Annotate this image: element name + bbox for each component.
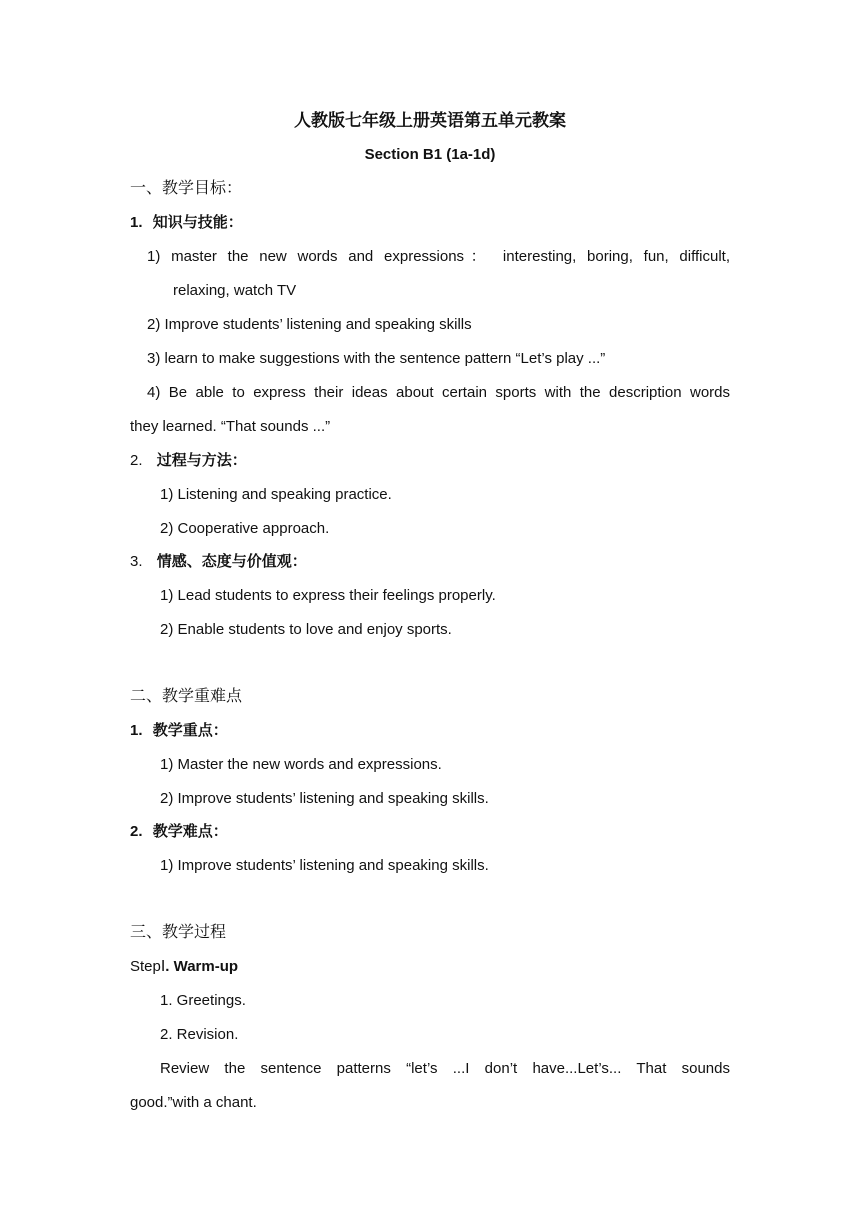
warm-up-paragraph-line-2: good.”with a chant. [130, 1094, 257, 1111]
subheading-label: 情感、态度与价值观： [156, 553, 307, 570]
subheading-difficult-points [130, 822, 228, 842]
warm-up-item-1: 1. Greetings. [160, 992, 246, 1009]
objective-item-3: 3) learn to make suggestions with the sentence pattern “Let’s play ...” [147, 350, 606, 367]
objective-item-4-line-2: they learned. “That sounds ...” [130, 418, 331, 435]
objective-item-1-line-1: 1) master the new words and expressions： interesting, boring, fun, difficult, [147, 248, 730, 265]
subheading-key-points [130, 721, 228, 741]
warm-up-item-2: 2. Revision. [160, 1026, 239, 1043]
subheading-number: 1. [130, 722, 143, 739]
subheading-label: 教学难点： [152, 823, 228, 840]
subheading-label: 教学重点： [152, 722, 228, 739]
subheading-label: 知识与技能： [152, 214, 243, 231]
subheading-number: 2. [130, 823, 143, 840]
warm-up-paragraph-line-1: Review the sentence patterns “let’s ...I don’t have...Let’s... That sounds [160, 1060, 730, 1077]
section-heading-teaching-process: 三、教学过程 [130, 924, 227, 941]
key-point-item-1: 1) Master the new words and expressions. [160, 756, 442, 773]
process-item-2: 2) Cooperative approach. [160, 520, 330, 537]
attitude-item-1: 1) Lead students to express their feelings properly. [160, 587, 496, 604]
document-subtitle: Section B1 (1a-1d) [364, 146, 496, 163]
step-prefix: StepⅠ [130, 958, 166, 975]
subheading-number: 2. [130, 452, 143, 469]
key-point-item-2: 2) Improve students’ listening and speaking skills. [160, 790, 489, 807]
step-heading-warm-up [130, 957, 238, 977]
step-title: . Warm-up [165, 958, 239, 975]
objective-item-1-line-2: relaxing, watch TV [173, 282, 297, 299]
subheading-number: 3. [130, 553, 143, 570]
subheading-process-methods [130, 451, 247, 471]
objective-item-4-line-1: 4) Be able to express their ideas about certain sports with the description words [147, 384, 730, 401]
objective-item-2: 2) Improve students’ listening and speaking skills [147, 316, 472, 333]
subheading-label: 过程与方法： [156, 452, 247, 469]
subheading-attitude-values [130, 552, 307, 572]
process-item-1: 1) Listening and speaking practice. [160, 486, 392, 503]
document-title: 人教版七年级上册英语第五单元教案 [294, 111, 566, 130]
section-heading-objectives: 一、教学目标： [130, 180, 243, 197]
subheading-knowledge-skills [130, 213, 243, 233]
difficult-point-item-1: 1) Improve students’ listening and speaking skills. [160, 857, 489, 874]
section-heading-key-difficult-points: 二、教学重难点 [130, 688, 243, 705]
attitude-item-2: 2) Enable students to love and enjoy sports. [160, 621, 452, 638]
subheading-number: 1. [130, 214, 143, 231]
